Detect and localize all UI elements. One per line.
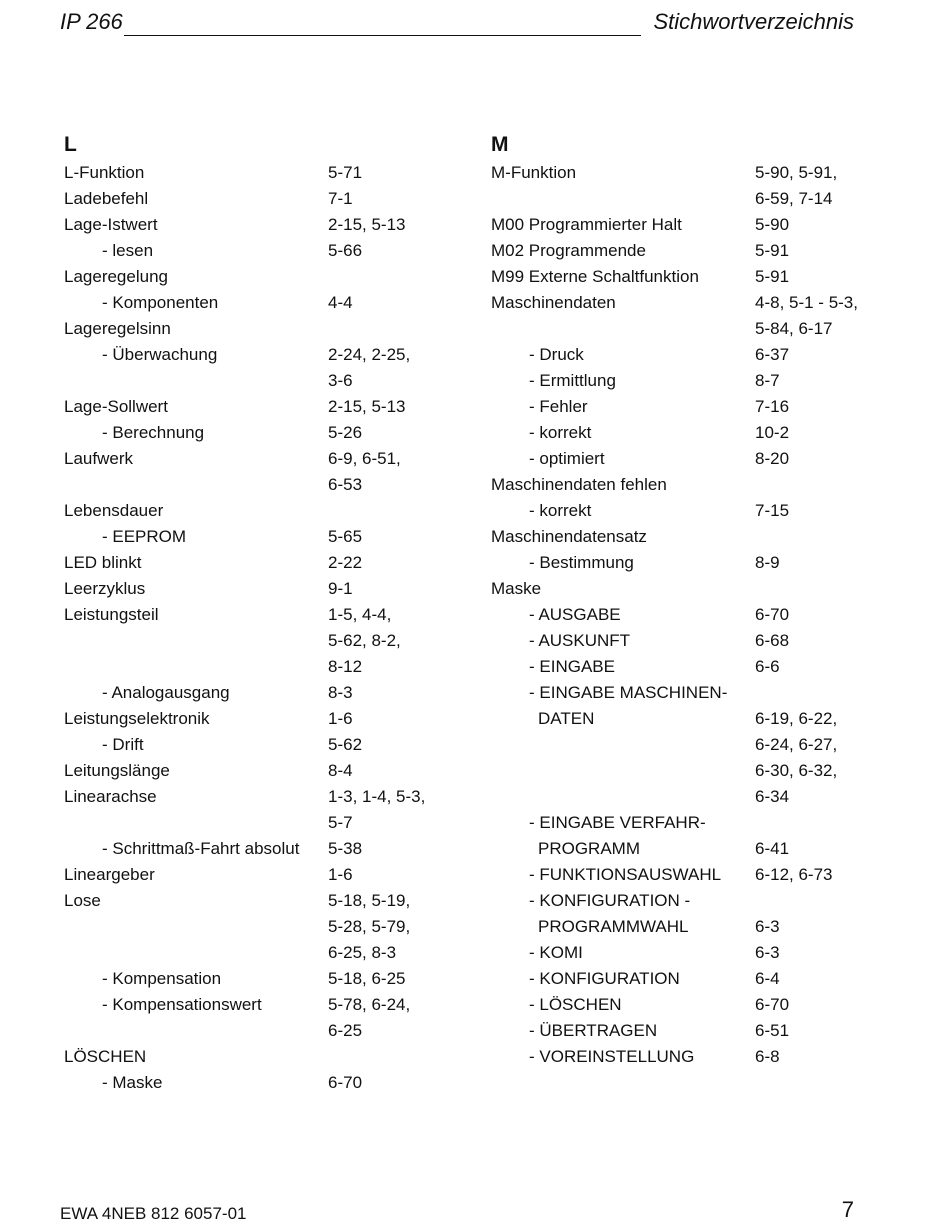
index-term: - Druck bbox=[529, 345, 584, 364]
index-entry bbox=[64, 212, 425, 238]
index-term: - LÖSCHEN bbox=[529, 995, 622, 1014]
index-entry bbox=[491, 316, 858, 342]
index-term: - Schrittmaß-Fahrt absolut bbox=[102, 839, 300, 858]
index-entry bbox=[491, 342, 858, 368]
index-term: - FUNKTIONSAUSWAHL bbox=[529, 865, 722, 884]
index-page-refs: 5-71 bbox=[328, 163, 363, 182]
index-column-l bbox=[64, 130, 425, 1096]
document-code: EWA 4NEB 812 6057-01 bbox=[60, 1204, 247, 1223]
index-entry bbox=[64, 316, 425, 342]
index-entry bbox=[491, 628, 858, 654]
index-page-refs: 6-70 bbox=[755, 605, 790, 624]
index-entry bbox=[491, 1018, 858, 1044]
index-entry bbox=[491, 680, 858, 706]
index-term bbox=[64, 628, 328, 654]
index-page-refs: 6-19, 6-22, bbox=[755, 709, 838, 728]
index-entry bbox=[491, 238, 858, 264]
index-term: Lebensdauer bbox=[64, 501, 164, 520]
index-term: Leitungslänge bbox=[64, 761, 170, 780]
index-entry bbox=[64, 524, 425, 550]
index-term: Lageregelung bbox=[64, 267, 168, 286]
index-entries-m bbox=[491, 160, 858, 1070]
index-term bbox=[64, 472, 328, 498]
index-term: - Maske bbox=[102, 1073, 163, 1092]
index-term: PROGRAMMWAHL bbox=[538, 917, 689, 936]
index-term: Lage-Istwert bbox=[64, 215, 158, 234]
index-term: M02 Programmende bbox=[491, 241, 646, 260]
index-page-refs: 6-25, 8-3 bbox=[328, 943, 397, 962]
index-term: Maske bbox=[491, 579, 542, 598]
index-page-refs: 1-5, 4-4, bbox=[328, 605, 392, 624]
index-term: - EINGABE VERFAHR- bbox=[529, 813, 706, 832]
index-page-refs: 6-53 bbox=[328, 475, 363, 494]
index-page-refs: 5-38 bbox=[328, 839, 363, 858]
index-page-refs: 7-16 bbox=[755, 397, 790, 416]
index-term bbox=[64, 914, 328, 940]
index-page-refs: 5-28, 5-79, bbox=[328, 917, 411, 936]
index-term bbox=[491, 758, 755, 784]
index-entry bbox=[491, 394, 858, 420]
index-term: Maschinendaten fehlen bbox=[491, 475, 667, 494]
index-page-refs: 5-66 bbox=[328, 241, 363, 260]
index-term: - optimiert bbox=[529, 449, 605, 468]
index-page-refs: 5-26 bbox=[328, 423, 363, 442]
index-entry bbox=[64, 576, 425, 602]
index-term: Maschinendatensatz bbox=[491, 527, 647, 546]
index-term: M99 Externe Schaltfunktion bbox=[491, 267, 699, 286]
index-page-refs: 6-9, 6-51, bbox=[328, 449, 401, 468]
index-entry bbox=[491, 992, 858, 1018]
index-term: Leerzyklus bbox=[64, 579, 146, 598]
index-term: - Analogausgang bbox=[102, 683, 230, 702]
index-entry bbox=[491, 654, 858, 680]
index-term: - Bestimmung bbox=[529, 553, 634, 572]
index-term: LED blinkt bbox=[64, 553, 142, 572]
index-page-refs: 1-6 bbox=[328, 865, 353, 884]
index-page-refs: 5-91 bbox=[755, 267, 790, 286]
index-page-refs: 6-8 bbox=[755, 1047, 780, 1066]
index-term: - Fehler bbox=[529, 397, 588, 416]
header-rule bbox=[124, 35, 641, 36]
index-entry bbox=[491, 368, 858, 394]
index-entry bbox=[64, 238, 425, 264]
index-page-refs: 6-24, 6-27, bbox=[755, 735, 838, 754]
index-entry bbox=[64, 940, 425, 966]
index-term bbox=[491, 186, 755, 212]
index-page-refs: 1-3, 1-4, 5-3, bbox=[328, 787, 426, 806]
index-entry bbox=[64, 732, 425, 758]
index-term: - ÜBERTRAGEN bbox=[529, 1021, 658, 1040]
index-page-refs: 6-41 bbox=[755, 839, 790, 858]
index-page-refs: 5-78, 6-24, bbox=[328, 995, 411, 1014]
index-entry bbox=[64, 602, 425, 628]
index-entry bbox=[64, 186, 425, 212]
index-entries-l bbox=[64, 160, 425, 1096]
index-entry bbox=[64, 758, 425, 784]
index-page-refs: 8-12 bbox=[328, 657, 363, 676]
index-entry bbox=[491, 446, 858, 472]
index-entry bbox=[64, 966, 425, 992]
index-page-refs: 6-37 bbox=[755, 345, 790, 364]
index-page-refs: 1-6 bbox=[328, 709, 353, 728]
index-entry bbox=[64, 914, 425, 940]
index-page-refs: 7-15 bbox=[755, 501, 790, 520]
index-page-refs: 8-20 bbox=[755, 449, 790, 468]
index-page-refs: 6-3 bbox=[755, 943, 780, 962]
index-entry bbox=[491, 732, 858, 758]
index-entry bbox=[64, 160, 425, 186]
index-page-refs: 6-51 bbox=[755, 1021, 790, 1040]
index-entry bbox=[491, 706, 858, 732]
index-term bbox=[64, 940, 328, 966]
index-entry bbox=[491, 914, 858, 940]
index-term: Leistungsteil bbox=[64, 605, 159, 624]
index-entry bbox=[491, 212, 858, 238]
index-term: - Komponenten bbox=[102, 293, 219, 312]
index-term: Leistungselektronik bbox=[64, 709, 210, 728]
index-term bbox=[64, 1018, 328, 1044]
index-page-refs: 6-68 bbox=[755, 631, 790, 650]
index-entry bbox=[491, 784, 858, 810]
index-entry bbox=[491, 836, 858, 862]
index-entry bbox=[64, 550, 425, 576]
index-page-refs: 10-2 bbox=[755, 423, 790, 442]
index-entry bbox=[64, 472, 425, 498]
index-page-refs: 8-4 bbox=[328, 761, 353, 780]
header-title: IP 266 bbox=[60, 9, 123, 34]
index-term bbox=[491, 732, 755, 758]
index-page-refs: 6-4 bbox=[755, 969, 780, 988]
index-entry bbox=[491, 160, 858, 186]
index-entry bbox=[491, 1044, 858, 1070]
index-term: - VOREINSTELLUNG bbox=[529, 1047, 695, 1066]
index-term bbox=[64, 654, 328, 680]
index-term: - Kompensationswert bbox=[102, 995, 262, 1014]
index-page-refs: 8-3 bbox=[328, 683, 353, 702]
index-term: - Berechnung bbox=[102, 423, 205, 442]
index-entry bbox=[64, 1018, 425, 1044]
index-page-refs: 5-18, 5-19, bbox=[328, 891, 411, 910]
index-page-refs: 6-3 bbox=[755, 917, 780, 936]
index-term: - AUSKUNFT bbox=[529, 631, 631, 650]
index-entry bbox=[64, 420, 425, 446]
index-entry bbox=[491, 862, 858, 888]
header-section-title: Stichwortverzeichnis bbox=[653, 9, 854, 34]
index-page-refs: 5-90 bbox=[755, 215, 790, 234]
index-column-m bbox=[491, 130, 858, 1070]
index-entry bbox=[64, 992, 425, 1018]
index-entry bbox=[64, 628, 425, 654]
index-page-refs: 2-24, 2-25, bbox=[328, 345, 411, 364]
index-term: Lineargeber bbox=[64, 865, 155, 884]
index-page-refs: 6-30, 6-32, bbox=[755, 761, 838, 780]
index-term: Laufwerk bbox=[64, 449, 133, 468]
index-entry bbox=[491, 966, 858, 992]
index-entry bbox=[491, 758, 858, 784]
index-page-refs: 4-4 bbox=[328, 293, 353, 312]
index-term: Lose bbox=[64, 891, 101, 910]
index-entry bbox=[64, 394, 425, 420]
index-entry bbox=[64, 368, 425, 394]
index-page-refs: 5-18, 6-25 bbox=[328, 969, 406, 988]
index-term: Lageregelsinn bbox=[64, 319, 171, 338]
index-term: - KOMI bbox=[529, 943, 583, 962]
index-term: - AUSGABE bbox=[529, 605, 621, 624]
index-entry bbox=[64, 706, 425, 732]
index-letter-l: L bbox=[64, 133, 77, 156]
index-entry bbox=[64, 498, 425, 524]
index-page-refs: 6-70 bbox=[755, 995, 790, 1014]
index-entry bbox=[64, 888, 425, 914]
index-entry bbox=[491, 810, 858, 836]
index-page-refs: 7-1 bbox=[328, 189, 353, 208]
index-entry bbox=[64, 264, 425, 290]
index-entry bbox=[491, 264, 858, 290]
index-term bbox=[491, 784, 755, 810]
index-page-refs: 2-22 bbox=[328, 553, 363, 572]
index-entry bbox=[64, 784, 425, 810]
index-term: - EEPROM bbox=[102, 527, 187, 546]
index-page-refs: 6-12, 6-73 bbox=[755, 865, 833, 884]
index-term: DATEN bbox=[538, 709, 595, 728]
index-term: - Drift bbox=[102, 735, 144, 754]
index-letter-m: M bbox=[491, 133, 509, 156]
index-entry bbox=[64, 836, 425, 862]
index-page-refs: 6-59, 7-14 bbox=[755, 189, 833, 208]
index-page-refs: 2-15, 5-13 bbox=[328, 215, 406, 234]
index-entry bbox=[491, 940, 858, 966]
index-term: LÖSCHEN bbox=[64, 1047, 147, 1066]
index-term: - lesen bbox=[102, 241, 154, 260]
index-entry bbox=[64, 1044, 425, 1070]
index-entry bbox=[491, 576, 858, 602]
index-entry bbox=[491, 498, 858, 524]
index-term: - korrekt bbox=[529, 501, 592, 520]
index-entry bbox=[64, 810, 425, 836]
index-entry bbox=[64, 680, 425, 706]
index-entry bbox=[64, 446, 425, 472]
index-term: Ladebefehl bbox=[64, 189, 149, 208]
index-entry bbox=[64, 1070, 425, 1096]
index-page-refs: 8-7 bbox=[755, 371, 780, 390]
index-term: Linearachse bbox=[64, 787, 157, 806]
index-page-refs: 8-9 bbox=[755, 553, 780, 572]
index-page-refs: 4-8, 5-1 - 5-3, bbox=[755, 293, 858, 312]
index-term bbox=[64, 368, 328, 394]
index-page-refs: 5-7 bbox=[328, 813, 353, 832]
index-entry bbox=[491, 420, 858, 446]
index-term: M00 Programmierter Halt bbox=[491, 215, 682, 234]
index-term: - Überwachung bbox=[102, 345, 218, 364]
index-entry bbox=[491, 290, 858, 316]
index-entry bbox=[64, 654, 425, 680]
index-page-refs: 6-25 bbox=[328, 1021, 363, 1040]
index-entry bbox=[491, 888, 858, 914]
index-entry bbox=[491, 472, 858, 498]
page-number: 7 bbox=[841, 1197, 854, 1222]
index-entry bbox=[64, 342, 425, 368]
index-page-refs: 6-70 bbox=[328, 1073, 363, 1092]
index-entry bbox=[491, 524, 858, 550]
index-term: - EINGABE MASCHINEN- bbox=[529, 683, 728, 702]
index-page-refs: 6-34 bbox=[755, 787, 790, 806]
index-term: PROGRAMM bbox=[538, 839, 640, 858]
index-term: - KONFIGURATION - bbox=[529, 891, 691, 910]
index-entry bbox=[64, 290, 425, 316]
index-term: - Kompensation bbox=[102, 969, 222, 988]
index-page-refs: 5-84, 6-17 bbox=[755, 319, 833, 338]
index-entry bbox=[491, 602, 858, 628]
index-page-refs: 6-6 bbox=[755, 657, 780, 676]
index-term: - korrekt bbox=[529, 423, 592, 442]
index-page-refs: 5-65 bbox=[328, 527, 363, 546]
index-term: - Ermittlung bbox=[529, 371, 616, 390]
index-term: - KONFIGURATION bbox=[529, 969, 680, 988]
index-term bbox=[491, 316, 755, 342]
index-entry bbox=[491, 186, 858, 212]
index-entry bbox=[64, 862, 425, 888]
index-term: Lage-Sollwert bbox=[64, 397, 168, 416]
index-page-refs: 5-91 bbox=[755, 241, 790, 260]
index-page-refs: 5-90, 5-91, bbox=[755, 163, 838, 182]
index-page-refs: 5-62, 8-2, bbox=[328, 631, 401, 650]
index-term: - EINGABE bbox=[529, 657, 615, 676]
index-page-refs: 5-62 bbox=[328, 735, 363, 754]
index-page-refs: 2-15, 5-13 bbox=[328, 397, 406, 416]
index-page-refs: 9-1 bbox=[328, 579, 353, 598]
index-entry bbox=[491, 550, 858, 576]
index-page-refs: 3-6 bbox=[328, 371, 353, 390]
index-term: L-Funktion bbox=[64, 163, 145, 182]
index-term: Maschinendaten bbox=[491, 293, 616, 312]
index-term bbox=[64, 810, 328, 836]
index-term: M-Funktion bbox=[491, 163, 577, 182]
